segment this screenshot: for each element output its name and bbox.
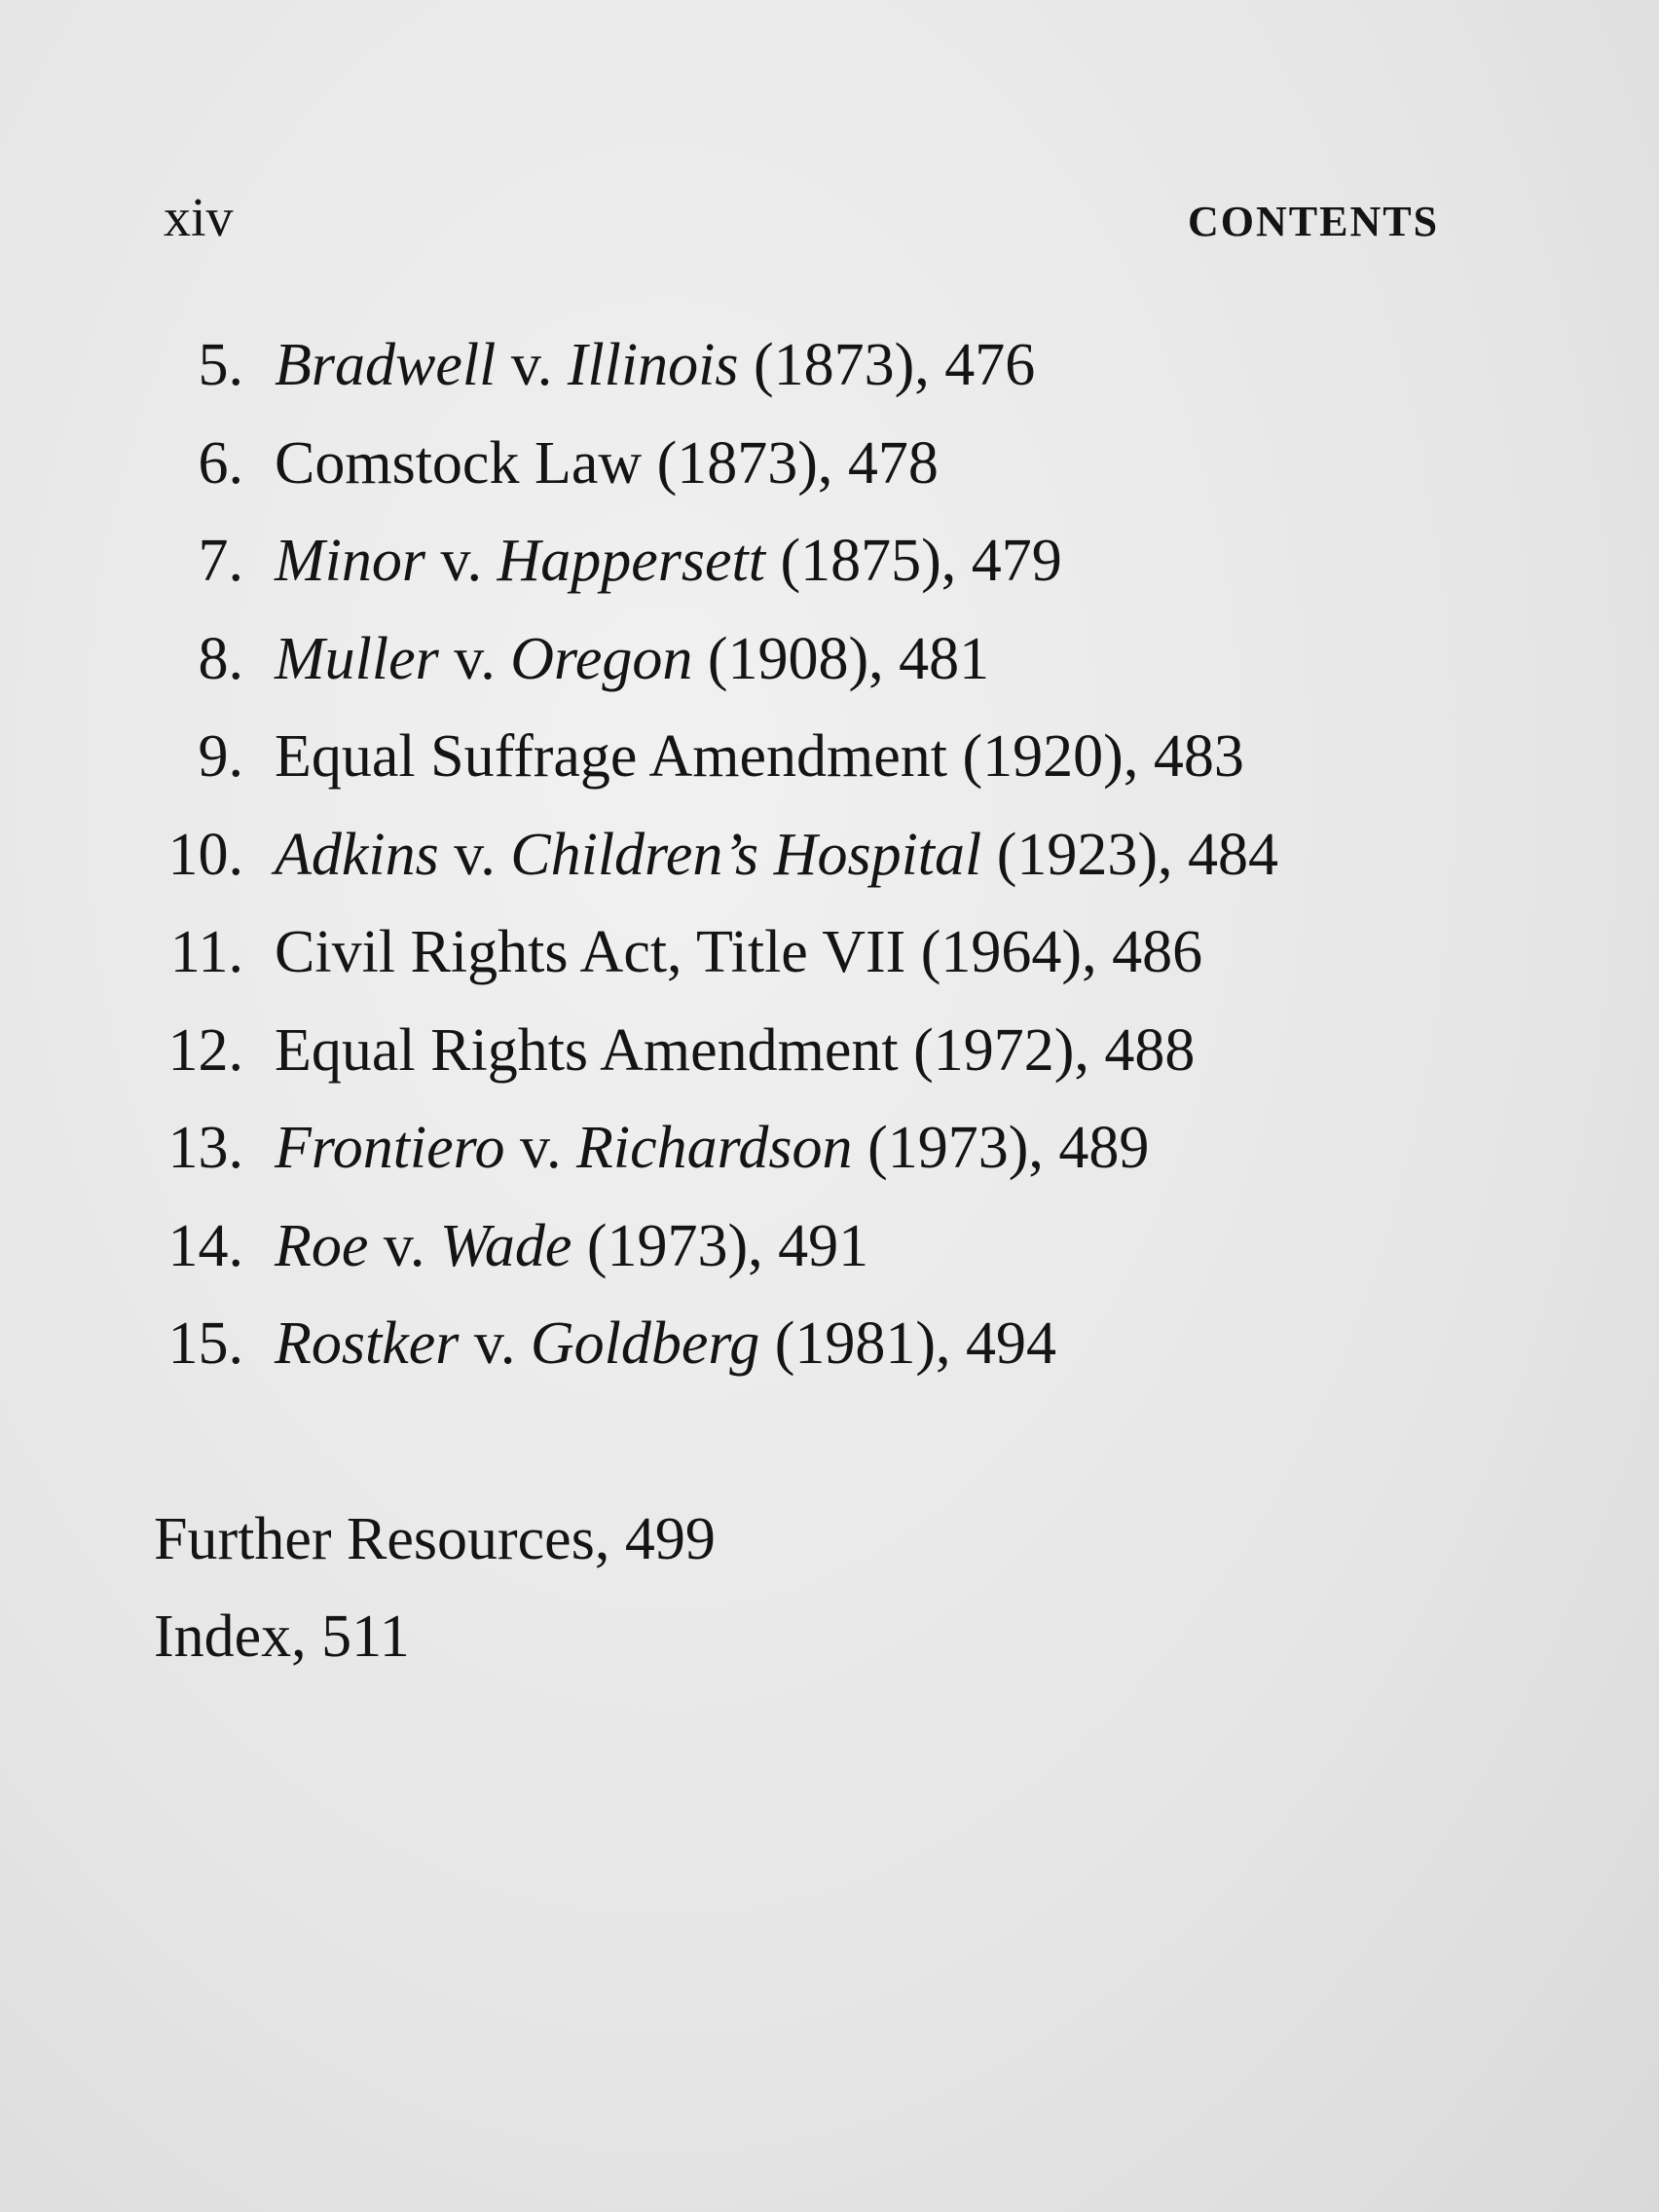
entry-title: Equal Suffrage Amendment (1920), 483: [275, 723, 1244, 790]
entry-number: 14.: [167, 1212, 243, 1279]
entry-number: 7.: [198, 528, 243, 594]
entry-title: Comstock Law (1873), 478: [275, 429, 939, 497]
index-entry: Index, 511: [154, 1604, 410, 1670]
toc-entry-10: [0, 821, 1659, 919]
entry-number: 8.: [198, 625, 243, 692]
toc-entry-8: [0, 625, 1659, 723]
toc-entry-5: [0, 331, 1659, 429]
toc-entry-13: [0, 1114, 1659, 1212]
entry-title: Muller v. Oregon (1908), 481: [275, 625, 990, 692]
toc-entry-6: [0, 429, 1659, 528]
entry-number: 9.: [198, 723, 243, 790]
entry-title: Frontiero v. Richardson (1973), 489: [275, 1115, 1150, 1181]
entry-title: Equal Rights Amendment (1972), 488: [275, 1016, 1196, 1084]
toc-entry-9: [0, 722, 1659, 821]
back-matter: [154, 1505, 716, 1700]
entry-title: Civil Rights Act, Title VII (1964), 486: [275, 919, 1203, 985]
entry-number: 13.: [167, 1115, 243, 1181]
entry-title: Bradwell v. Illinois (1873), 476: [275, 332, 1036, 398]
running-head: [0, 187, 1659, 255]
toc-entry-14: [0, 1212, 1659, 1310]
entry-number: 12.: [167, 1016, 243, 1084]
entry-title: Minor v. Happersett (1875), 479: [275, 528, 1062, 594]
entry-title: Rostker v. Goldberg (1981), 494: [275, 1310, 1057, 1377]
entry-number: 6.: [198, 429, 243, 497]
page-number: xiv: [164, 188, 234, 248]
running-head-title: CONTENTS: [1188, 198, 1440, 245]
entry-number: 10.: [167, 821, 243, 888]
toc-entry-11: [0, 918, 1659, 1016]
entry-number: 15.: [167, 1310, 243, 1377]
entry-number: 11.: [169, 919, 243, 985]
toc-entry-7: [0, 527, 1659, 625]
entry-number: 5.: [198, 332, 243, 398]
toc-entry-15: [0, 1309, 1659, 1408]
entry-title: Adkins v. Children’s Hospital (1923), 484: [275, 821, 1279, 888]
toc-entry-12: [0, 1016, 1659, 1115]
entry-title: Roe v. Wade (1973), 491: [275, 1212, 869, 1279]
contents-list: [0, 331, 1659, 1408]
further-resources-entry: Further Resources, 499: [154, 1506, 716, 1572]
